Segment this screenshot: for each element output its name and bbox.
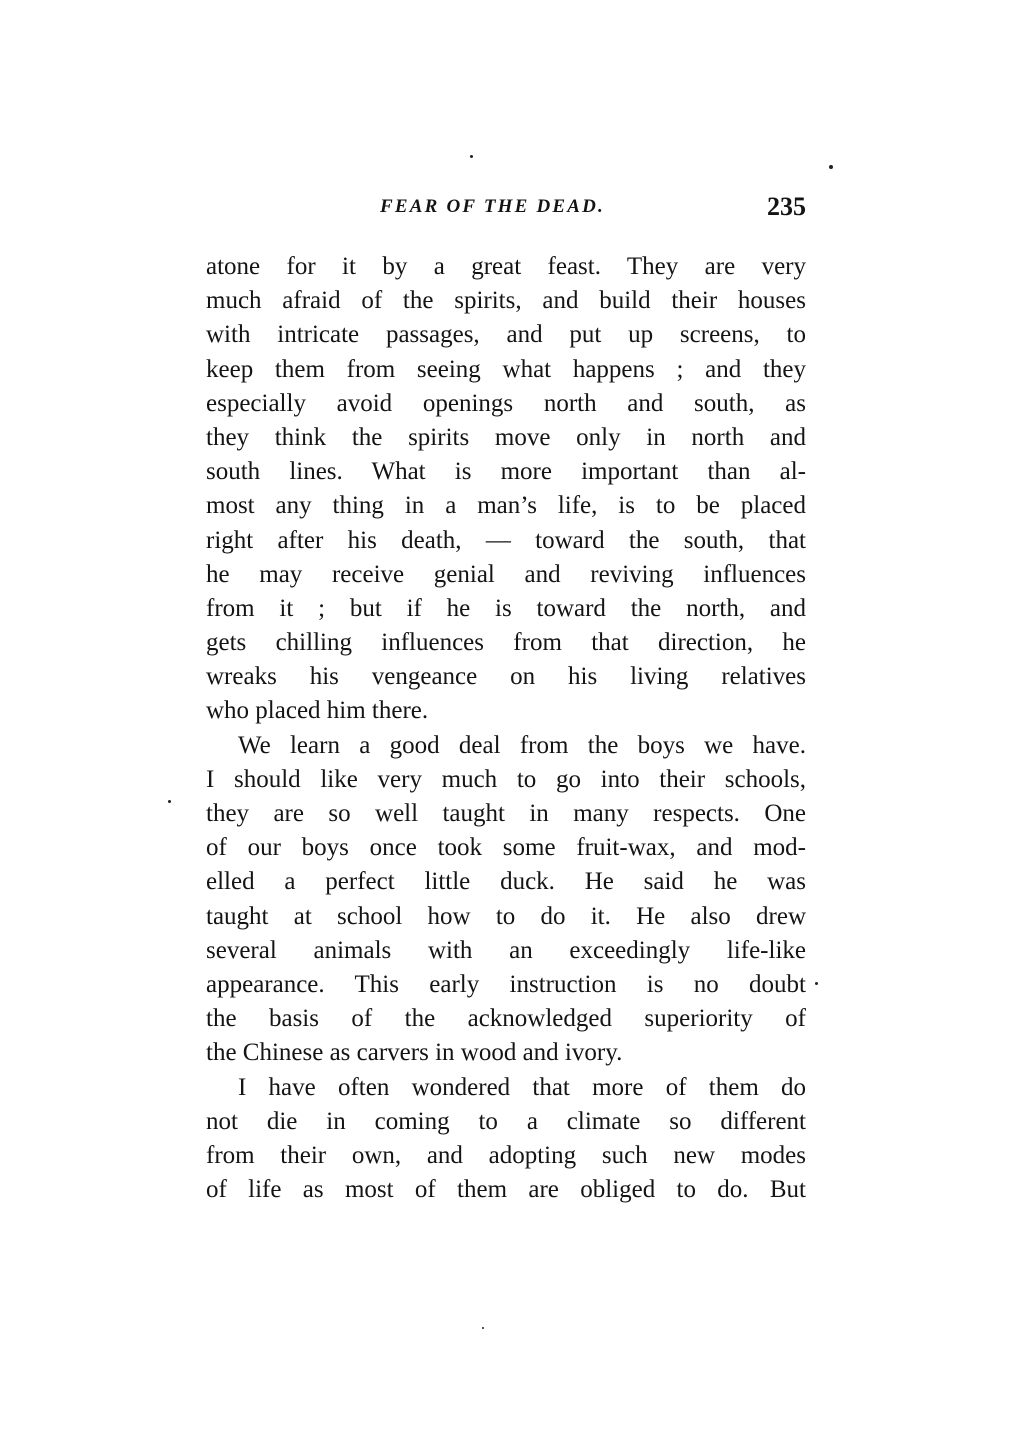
text-line: elled a perfect little duck. He said he was <box>206 868 806 896</box>
running-head <box>206 192 806 226</box>
scan-speck <box>482 1327 484 1329</box>
text-line: I should like very much to go into their schools, <box>206 765 806 793</box>
text-line: they think the spirits move only in north and <box>206 423 806 451</box>
text-line: keep them from seeing what happens ; and they <box>206 355 806 383</box>
text-line: the basis of the acknowledged superiority of <box>206 1005 806 1033</box>
text-line: from their own, and adopting such new modes <box>206 1141 806 1169</box>
text-line: much afraid of the spirits, and build their houses <box>206 287 806 315</box>
text-line: several animals with an exceedingly life-like <box>206 936 806 964</box>
text-line: with intricate passages, and put up screens, to <box>206 321 806 349</box>
scan-speck <box>815 982 818 985</box>
text-line: of our boys once took some fruit-wax, and mod- <box>206 834 806 862</box>
text-line: the Chinese as carvers in wood and ivory. <box>206 1039 623 1067</box>
running-title: FEAR OF THE DEAD. <box>380 196 605 217</box>
text-line: We learn a good deal from the boys we have. <box>238 731 806 759</box>
text-line: who placed him there. <box>206 697 429 725</box>
text-line: most any thing in a man’s life, is to be placed <box>206 492 806 520</box>
text-line: right after his death, — toward the south, that <box>206 526 806 554</box>
text-line: taught at school how to do it. He also drew <box>206 902 806 930</box>
text-line: from it ; but if he is toward the north, and <box>206 594 806 622</box>
text-line: wreaks his vengeance on his living relatives <box>206 663 806 691</box>
scan-speck <box>168 800 171 803</box>
text-line: gets chilling influences from that direction, he <box>206 629 806 657</box>
paragraph-1 <box>206 250 806 729</box>
body-text <box>206 250 806 1207</box>
text-line: especially avoid openings north and south, as <box>206 389 806 417</box>
page-number: 235 <box>767 192 806 221</box>
text-line: I have often wondered that more of them do <box>238 1073 806 1101</box>
text-line: of life as most of them are obliged to do. But <box>206 1176 806 1204</box>
text-line: he may receive genial and reviving influences <box>206 560 806 588</box>
text-line: appearance. This early instruction is no doubt <box>206 970 806 998</box>
scan-speck <box>470 155 473 158</box>
text-line: not die in coming to a climate so different <box>206 1107 806 1135</box>
text-line: they are so well taught in many respects. One <box>206 800 806 827</box>
text-line: atone for it by a great feast. They are very <box>206 253 806 280</box>
text-line: south lines. What is more important than al- <box>206 458 806 486</box>
paragraph-2 <box>206 729 806 1071</box>
scan-speck <box>829 165 833 169</box>
paragraph-3 <box>206 1071 806 1208</box>
